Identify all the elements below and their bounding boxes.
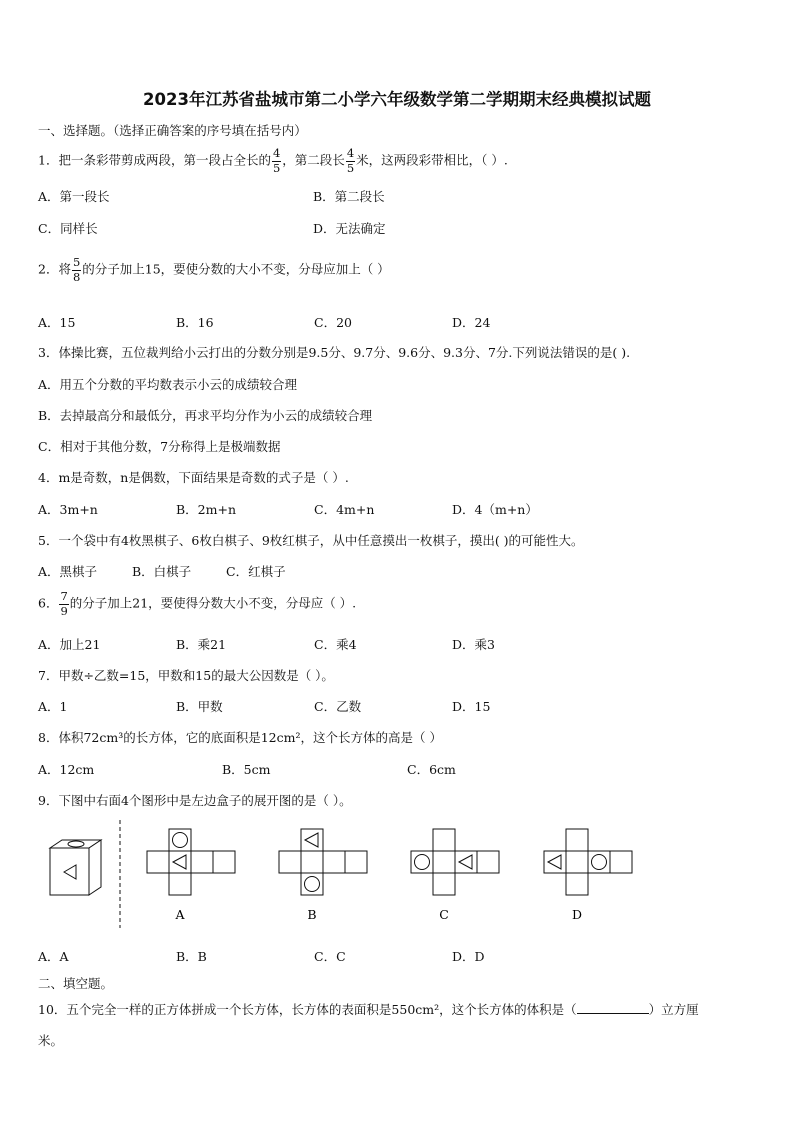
q6-option-a[interactable]: A．加上21 bbox=[38, 637, 101, 652]
q2-option-b[interactable]: B．16 bbox=[176, 315, 214, 330]
page-title: 2023年江苏省盐城市第二小学六年级数学第二学期期末经典模拟试题 bbox=[143, 90, 651, 109]
question-1-text-c: 米，这两段彩带相比，（ ）. bbox=[356, 152, 508, 168]
question-10-text-a: 10．五个完全一样的正方体拼成一个长方体，长方体的表面积是550cm²，这个长方体的体积是（ bbox=[38, 1002, 577, 1017]
q4-option-d[interactable]: D．4（m+n） bbox=[452, 502, 538, 517]
cube-box bbox=[50, 840, 101, 895]
section-fill-heading: 二、填空题。 bbox=[38, 976, 114, 991]
fraction-seven-ninths: $\frac{7}{9}$ bbox=[60, 589, 68, 618]
question-10-text-b: ）立方厘 bbox=[648, 1002, 699, 1017]
q6-option-d[interactable]: D．乘3 bbox=[452, 637, 495, 652]
q3-option-c[interactable]: C．相对于其他分数，7分称得上是极端数据 bbox=[38, 439, 281, 454]
q8-option-a[interactable]: A．12cm bbox=[38, 762, 95, 777]
fraction-four-fifths-meter: $\frac{4}{5}$ bbox=[346, 146, 355, 175]
net-c bbox=[411, 829, 499, 895]
net-a bbox=[147, 829, 235, 895]
q5-option-c[interactable]: C．红棋子 bbox=[226, 564, 286, 579]
question-8: 8．体积72cm³的长方体，它的底面积是12cm²，这个长方体的高是（ ） bbox=[38, 730, 442, 745]
question-1-text-b: ，第二段长 bbox=[282, 152, 345, 168]
q9-option-c[interactable]: C．C bbox=[314, 949, 346, 964]
net-d-label: D bbox=[571, 907, 583, 922]
question-6-text-a: 6． bbox=[38, 595, 59, 611]
q9-option-d[interactable]: D．D bbox=[452, 949, 485, 964]
triangle-icon bbox=[548, 855, 561, 869]
question-9: 9．下图中右面4个图形中是左边盒子的展开图的是（ ）。 bbox=[38, 793, 352, 808]
question-1-text-a: 1．把一条彩带剪成两段，第一段占全长的 bbox=[38, 152, 271, 168]
net-a-label: A bbox=[175, 907, 185, 922]
q8-option-b[interactable]: B．5cm bbox=[222, 762, 271, 777]
q4-option-a[interactable]: A．3m+n bbox=[38, 502, 98, 517]
question-4: 4．m是奇数，n是偶数，下面结果是奇数的式子是（ ）. bbox=[38, 470, 349, 485]
net-b-label: B bbox=[307, 907, 317, 922]
cube-top-circle bbox=[68, 841, 84, 847]
circle-icon bbox=[592, 855, 607, 870]
q7-option-c[interactable]: C．乙数 bbox=[314, 699, 362, 714]
question-2 bbox=[38, 257, 390, 283]
q1-option-c[interactable]: C．同样长 bbox=[38, 221, 98, 236]
question-10 bbox=[38, 1000, 699, 1018]
circle-icon bbox=[415, 855, 430, 870]
q4-option-c[interactable]: C．4m+n bbox=[314, 502, 375, 517]
question-5: 5．一个袋中有4枚黑棋子、6枚白棋子、9枚红棋子，从中任意摸出一枚棋子，摸出( )的可能性大。 bbox=[38, 533, 584, 548]
question-2-text-a: 2．将 bbox=[38, 261, 71, 277]
question-6 bbox=[38, 591, 356, 617]
net-b bbox=[279, 829, 367, 895]
q7-option-d[interactable]: D．15 bbox=[452, 699, 491, 714]
question-6-text-b: 的分子加上21，要使得分数大小不变，分母应（ ）. bbox=[69, 595, 357, 611]
q7-option-a[interactable]: A．1 bbox=[38, 699, 68, 714]
q6-option-b[interactable]: B．乘21 bbox=[176, 637, 227, 652]
q2-option-d[interactable]: D．24 bbox=[452, 315, 491, 330]
triangle-icon bbox=[459, 855, 472, 869]
q9-option-b[interactable]: B．B bbox=[176, 949, 207, 964]
question-2-text-b: 的分子加上15，要使分数的大小不变，分母应加上（ ） bbox=[82, 261, 390, 277]
q4-option-b[interactable]: B．2m+n bbox=[176, 502, 237, 517]
q5-option-a[interactable]: A．黑棋子 bbox=[38, 564, 98, 579]
question-1 bbox=[38, 148, 508, 174]
box-nets-figure bbox=[40, 815, 650, 935]
q5-option-b[interactable]: B．白棋子 bbox=[132, 564, 192, 579]
q1-option-d[interactable]: D．无法确定 bbox=[313, 221, 386, 236]
q2-option-c[interactable]: C．20 bbox=[314, 315, 352, 330]
q1-option-b[interactable]: B．第二段长 bbox=[313, 189, 385, 204]
answer-blank[interactable] bbox=[577, 1001, 649, 1014]
question-10-continued: 米。 bbox=[38, 1033, 64, 1048]
q2-option-a[interactable]: A．15 bbox=[38, 315, 76, 330]
question-3: 3．体操比赛，五位裁判给小云打出的分数分别是9.5分、9.7分、9.6分、9.3分、7分.下列说法错误的是( ). bbox=[38, 345, 631, 360]
circle-icon bbox=[173, 833, 188, 848]
q9-option-a[interactable]: A．A bbox=[38, 949, 69, 964]
fraction-five-eighths: $\frac{5}{8}$ bbox=[72, 255, 81, 284]
q8-option-c[interactable]: C．6cm bbox=[407, 762, 456, 777]
triangle-icon bbox=[305, 833, 318, 847]
q7-option-b[interactable]: B．甲数 bbox=[176, 699, 223, 714]
question-7: 7．甲数÷乙数=15，甲数和15的最大公因数是（ ）。 bbox=[38, 668, 334, 683]
q3-option-b[interactable]: B．去掉最高分和最低分，再求平均分作为小云的成绩较合理 bbox=[38, 408, 373, 423]
q1-option-a[interactable]: A．第一段长 bbox=[38, 189, 110, 204]
section-choice-heading: 一、选择题。（选择正确答案的序号填在括号内） bbox=[38, 123, 307, 138]
q6-option-c[interactable]: C．乘4 bbox=[314, 637, 357, 652]
net-c-label: C bbox=[439, 907, 449, 922]
net-d bbox=[544, 829, 632, 895]
q3-option-a[interactable]: A．用五个分数的平均数表示小云的成绩较合理 bbox=[38, 377, 298, 392]
circle-icon bbox=[305, 877, 320, 892]
triangle-icon bbox=[173, 855, 186, 869]
cube-side-face bbox=[89, 840, 101, 895]
fraction-four-fifths: $\frac{4}{5}$ bbox=[272, 146, 281, 175]
